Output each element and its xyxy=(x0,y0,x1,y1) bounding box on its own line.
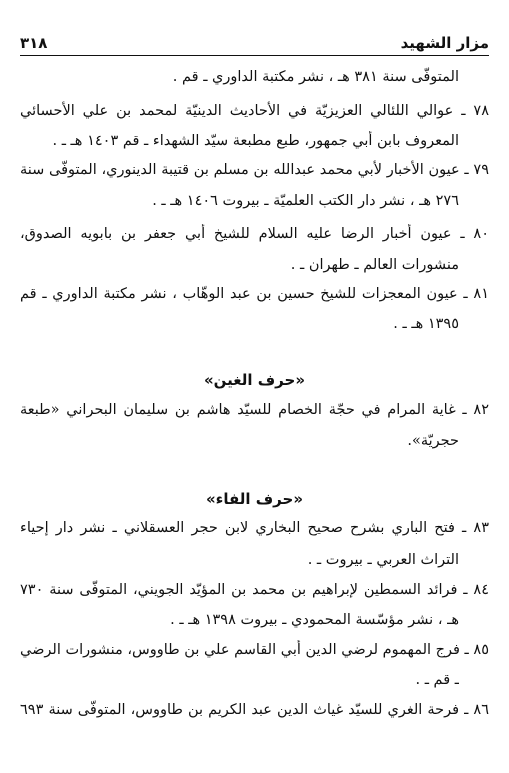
text-line: ٨٥ ـ فرج المهموم لرضي الدين أبي القاسم علي بن طاووس، منشورات الرضي xyxy=(20,642,489,658)
section-heading-ghain: «حرف الغين» xyxy=(203,371,306,389)
text-line: ٨١ ـ عيون المعجزات للشيخ حسين بن عبد الوهّاب ، نشر مكتبة الداوري ـ قم xyxy=(20,286,489,302)
text-line: ٢٧٦ هـ ، نشر دار الكتب العلميّة ـ بيروت ١٤٠٦ هـ ـ . xyxy=(152,193,459,209)
text-line: ٨٦ ـ فرحة الغري للسيّد غياث الدين عبد الكريم بن طاووس، المتوفّى سنة ٦٩٣ xyxy=(20,702,489,718)
text-line: هـ ، نشر مؤسّسة المحمودي ـ بيروت ١٣٩٨ هـ ـ . xyxy=(170,612,459,628)
text-line: التراث العربي ـ بيروت ـ . xyxy=(307,552,459,568)
text-line: ٨٣ ـ فتح الباري بشرح صحيح البخاري لابن حجر العسقلاني ـ نشر دار إحياء xyxy=(20,520,489,536)
text-line: ٨٢ ـ غاية المرام في حجّة الخصام للسيّد هاشم بن سليمان البحراني «طبعة xyxy=(20,402,489,418)
text-line: ٧٩ ـ عيون الأخبار لأبي محمد عبدالله بن مسلم بن قتيبة الدينوري، المتوفّى سنة xyxy=(20,162,489,178)
text-line: ٨٤ ـ فرائد السمطين لإبراهيم بن محمد بن المؤيّد الجويني، المتوفّى سنة ٧٣٠ xyxy=(20,582,489,598)
text-line: حجريّة». xyxy=(407,433,459,449)
section-heading-fa: «حرف الفاء» xyxy=(205,490,304,508)
running-title: مزار الشهيد xyxy=(400,34,489,52)
header-rule xyxy=(20,55,489,56)
text-line: ـ قم ـ . xyxy=(415,672,459,688)
text-line: ٨٠ ـ عيون أخبار الرضا عليه السلام للشيخ أبي جعفر بن بابويه الصدوق، xyxy=(20,226,489,242)
text-line: منشورات العالم ـ طهران ـ . xyxy=(290,257,459,273)
page-number: ٣١٨ xyxy=(20,34,48,52)
text-line: ٧٨ ـ عوالي اللئالي العزيزيّة في الأحاديث الدينيّة لمحمد بن علي الأحسائي xyxy=(20,103,489,119)
text-line: ١٣٩٥ هـ ـ . xyxy=(393,316,459,332)
text-line: المعروف بابن أبي جمهور، طبع مطبعة سيّد الشهداء ـ قم ١٤٠٣ هـ ـ . xyxy=(52,133,459,149)
text-line: المتوفّى سنة ٣٨١ هـ ، نشر مكتبة الداوري ـ قم . xyxy=(172,69,459,85)
page-header xyxy=(20,30,489,52)
